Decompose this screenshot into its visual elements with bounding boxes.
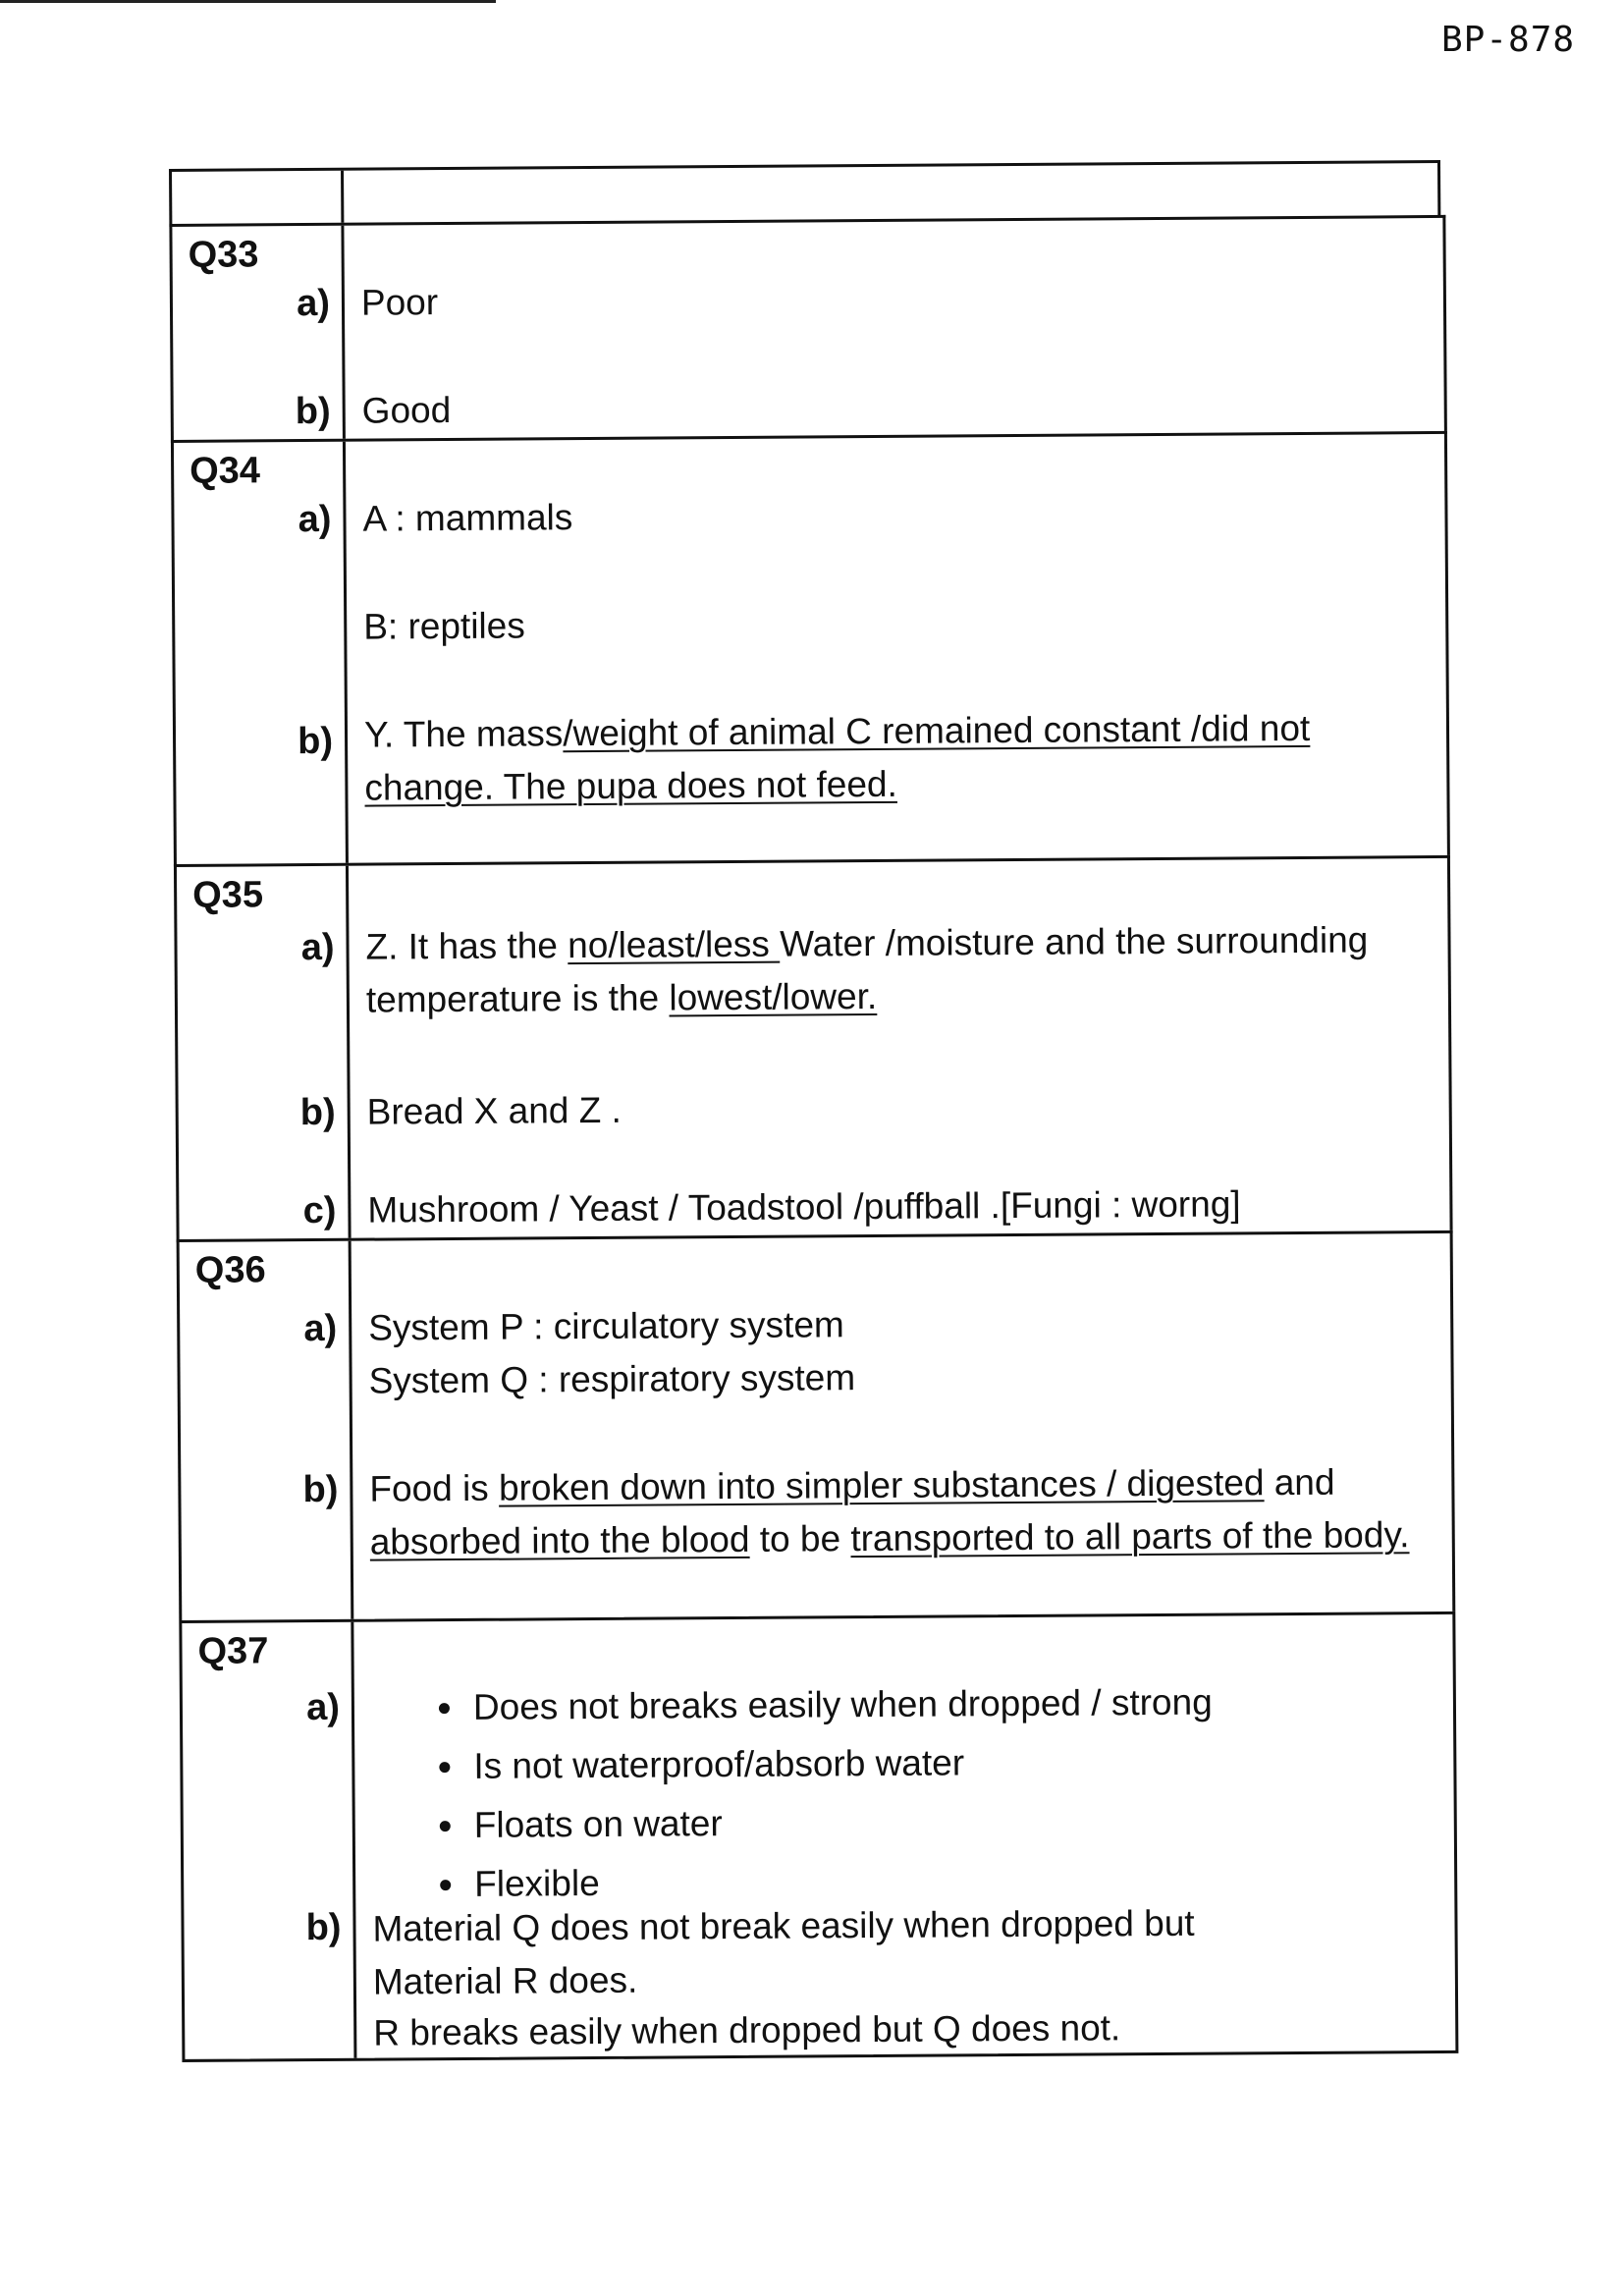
answer-text: [365, 913, 1436, 1027]
answer-text: [364, 701, 1435, 815]
part-label: a): [306, 1686, 341, 1729]
question-number: Q35: [192, 874, 264, 916]
answer-segment: Food is: [369, 1467, 500, 1509]
underlined-key-phrase: transported to all parts of the body.: [850, 1514, 1410, 1559]
column-divider: [349, 1241, 354, 1619]
question-row-q35: [174, 855, 1453, 1239]
part-label: b): [299, 1091, 336, 1134]
scan-edge-mark: [0, 0, 496, 3]
underlined-key-phrase: /weight of animal C remained constant /did not change. The pupa does not feed.: [364, 707, 1311, 808]
underlined-key-phrase: no/least/less: [568, 923, 781, 966]
answer-segment: and: [1264, 1461, 1335, 1503]
answer-text: System P : circulatory system: [368, 1304, 844, 1348]
answer-text: A : mammals: [362, 497, 573, 539]
question-row-q33: [169, 215, 1447, 440]
answer-text: Bread X and Z .: [366, 1089, 623, 1132]
part-label: b): [305, 1906, 342, 1949]
part-label: b): [298, 720, 334, 763]
underlined-key-phrase: broken down into simpler substances / digested: [498, 1462, 1265, 1508]
document-code: BP-878: [1441, 20, 1576, 60]
part-label: a): [303, 1307, 338, 1350]
question-number: Q34: [189, 450, 261, 492]
answer-text: Material R does.: [372, 1959, 638, 2002]
answer-text: [369, 1455, 1440, 1569]
part-label: a): [297, 282, 331, 325]
answer-text: Mushroom / Yeast / Toadstool /puffball .[Fungi : worng]: [367, 1183, 1241, 1230]
list-item: • Is not waterproof/absorb water: [467, 1732, 1213, 1796]
question-row-q34: [171, 431, 1450, 864]
part-label: a): [298, 498, 332, 541]
answer-text: B: reptiles: [363, 605, 525, 647]
question-number: Q33: [188, 234, 259, 276]
column-divider: [341, 171, 344, 223]
question-row-q37: [179, 1612, 1458, 2062]
answer-text: Good: [361, 390, 452, 431]
list-item: • Does not breaks easily when dropped / strong: [467, 1673, 1213, 1737]
bullet-list: [408, 1673, 1214, 1915]
answer-table: [169, 160, 1479, 2091]
part-label: b): [295, 390, 331, 433]
question-number: Q36: [194, 1249, 266, 1291]
question-number: Q37: [197, 1630, 269, 1672]
answer-text: Material Q does not break easily when dropped but: [372, 1902, 1195, 1949]
list-item: • Flexible: [468, 1850, 1214, 1914]
part-label: a): [300, 926, 335, 969]
underlined-key-phrase: lowest/lower.: [669, 975, 878, 1018]
answer-segment: Z. It has the: [365, 925, 568, 967]
answer-text: Poor: [360, 282, 439, 323]
column-divider: [341, 226, 346, 439]
answer-segment: Y. The mass: [363, 713, 564, 755]
answer-segment: to be: [749, 1518, 851, 1559]
column-divider: [346, 866, 352, 1238]
part-label: c): [302, 1189, 337, 1232]
answer-text: R breaks easily when dropped but Q does not.: [373, 2007, 1121, 2053]
part-label: b): [302, 1468, 339, 1511]
column-divider: [343, 442, 349, 863]
underlined-key-phrase: absorbed into the blood: [369, 1518, 750, 1562]
list-item: • Floats on water: [468, 1791, 1214, 1855]
question-row-q36: [177, 1230, 1456, 1620]
answer-text: System Q : respiratory system: [368, 1357, 856, 1401]
column-divider: [351, 1622, 356, 2058]
table-header-row: [169, 160, 1440, 224]
answer-segment: Water /moisture and the surrounding temperature is the: [365, 919, 1369, 1020]
